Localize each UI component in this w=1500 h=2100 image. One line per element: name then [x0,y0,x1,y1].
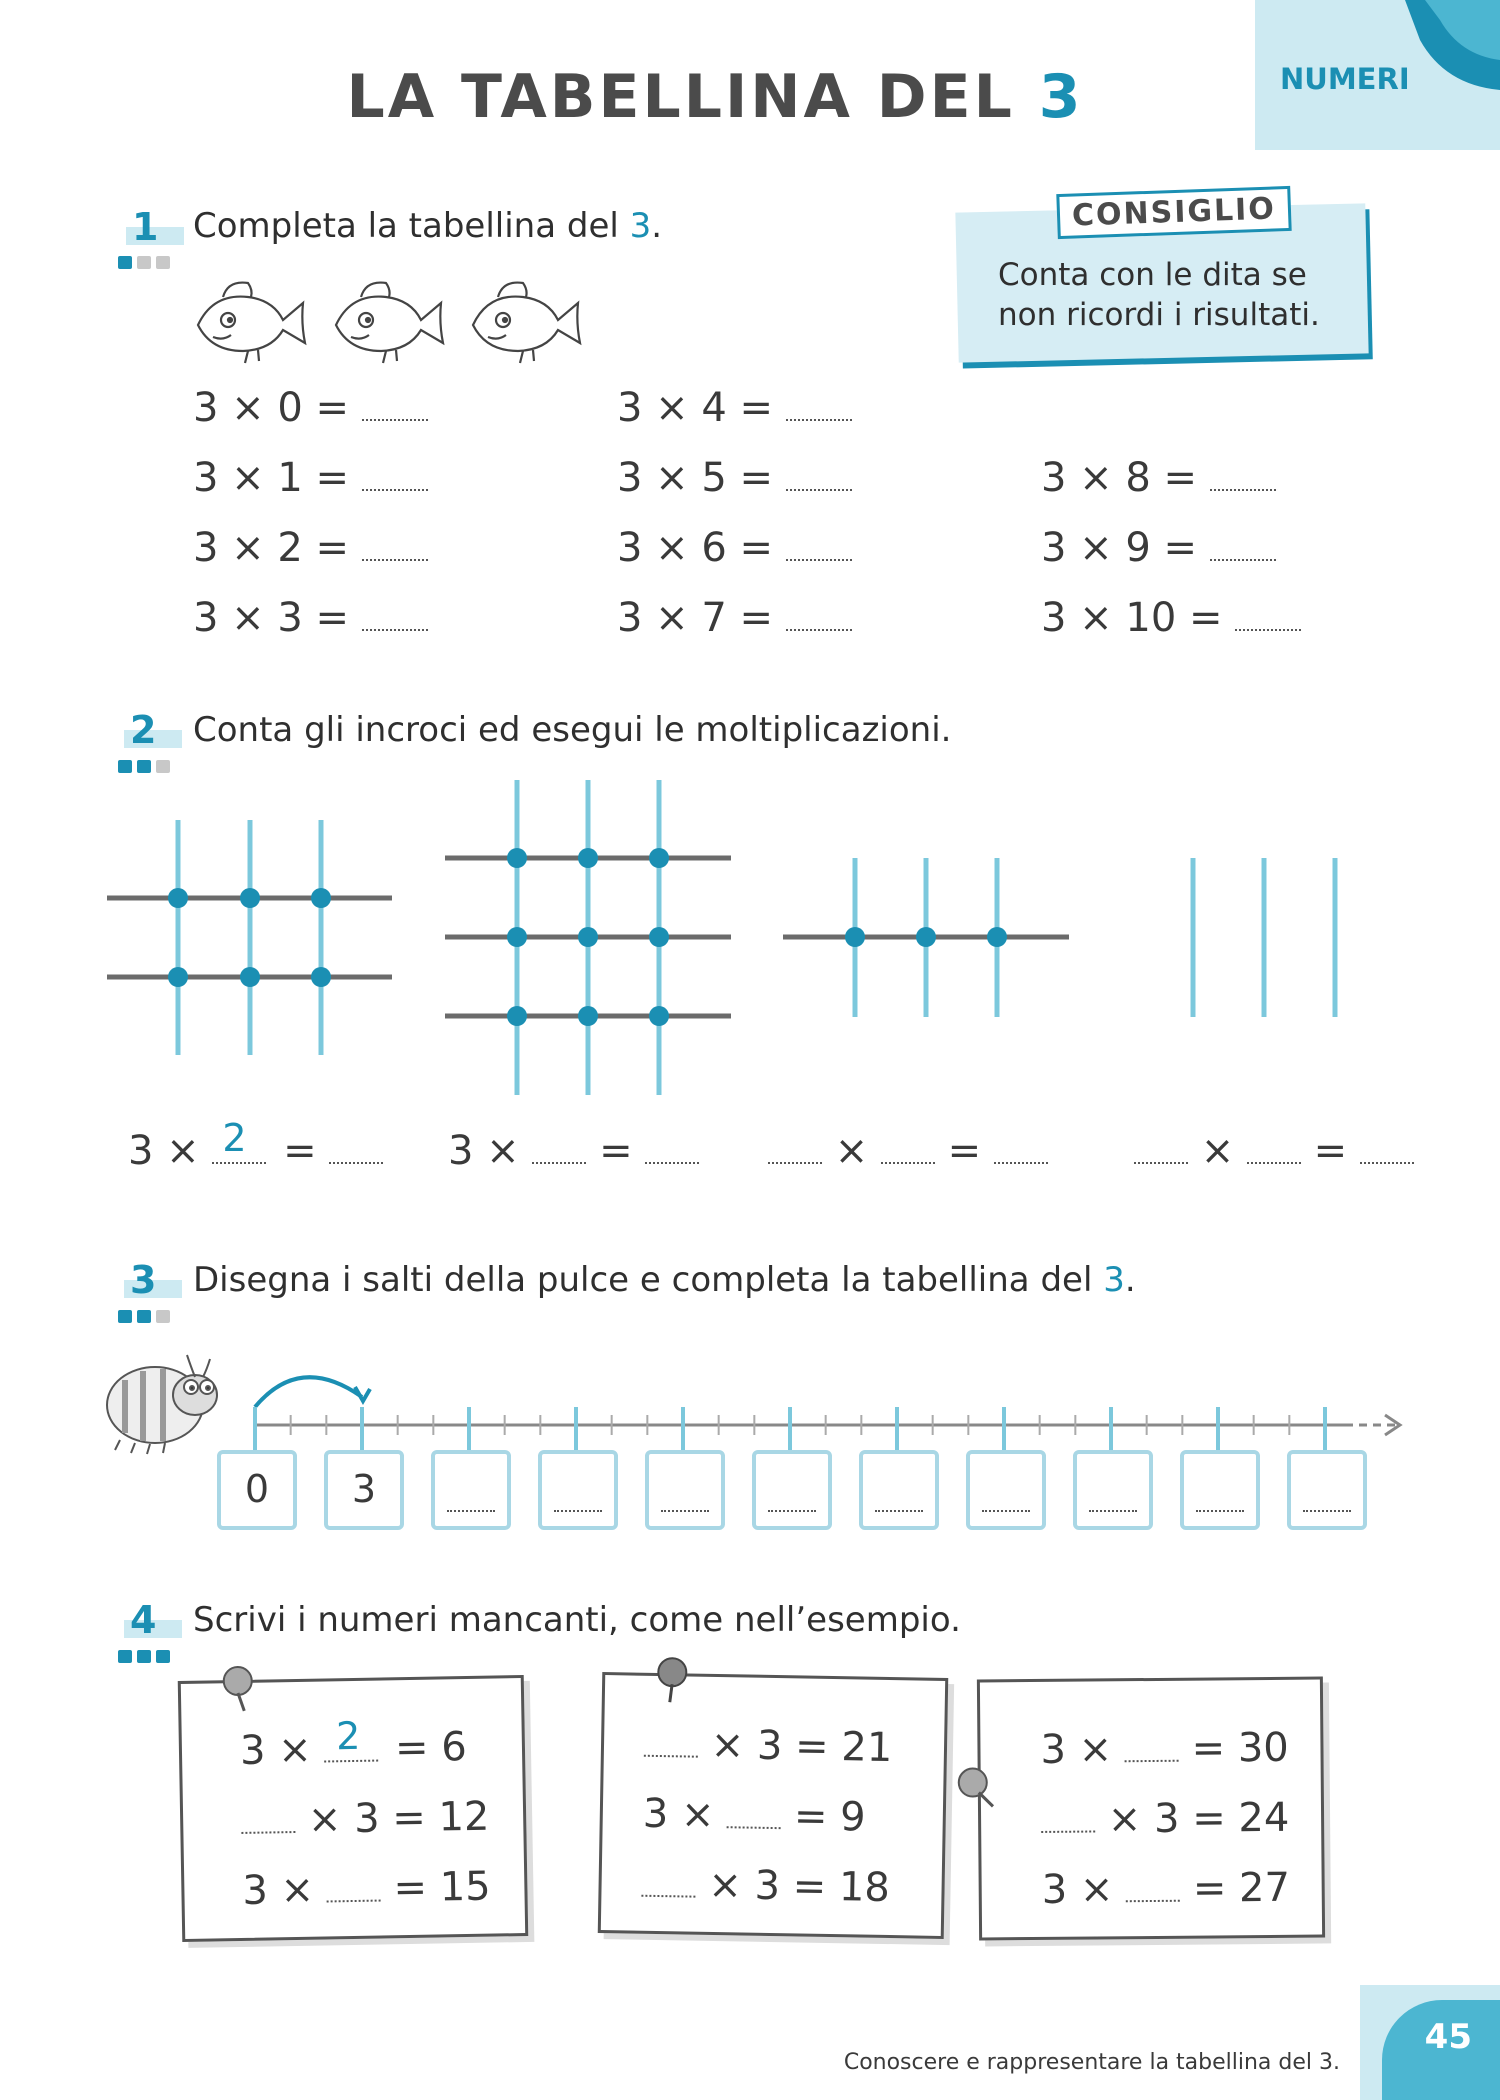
tip-label: CONSIGLIO [1056,186,1291,239]
grid-equation-2: 3 × = [448,1128,699,1174]
pushpin-icon [650,1654,701,1705]
example-answer: 2 [222,1116,247,1160]
grid-2 [445,780,731,1095]
answer-blank[interactable] [362,419,428,421]
answer-blank[interactable] [768,1510,816,1512]
answer-blank[interactable] [447,1510,495,1512]
answer-blank[interactable] [641,1895,695,1898]
footer-caption: Conoscere e rappresentare la tabellina del 3. [843,2050,1340,2075]
grid-equation-4: × = [1134,1128,1414,1174]
answer-blank[interactable] [1134,1162,1188,1164]
equation: 3 × 0 = [193,385,428,431]
fish-icon [198,283,305,363]
answer-blank[interactable] [1360,1162,1414,1164]
grid-3 [783,858,1069,1017]
answer-blank[interactable] [362,489,428,491]
number-box: 0 [217,1450,297,1530]
equation: 3 × 2 = [193,525,428,571]
section-tab-label: NUMERI [1280,62,1410,96]
equation: 3 × 8 = [1041,455,1276,501]
number-box[interactable] [431,1450,511,1530]
equation: 3 × 1 = [193,455,428,501]
answer-blank[interactable] [786,419,852,421]
flea-icon [107,1355,217,1454]
exercise-2-instruction: Conta gli incroci ed esegui le moltiplicazioni. [193,710,952,750]
number-box[interactable] [1180,1450,1260,1530]
exercise-1-number: 1 [132,205,158,249]
answer-blank[interactable] [727,1826,781,1829]
answer-blank[interactable] [532,1162,586,1164]
grid-equation-1: 3 × 2 = [128,1128,383,1174]
exercise-3-instruction: Disegna i salti della pulce e completa la tabellina del 3. [193,1260,1136,1300]
grid-1 [107,820,392,1055]
answer-blank[interactable] [644,1755,698,1758]
answer-blank[interactable] [362,559,428,561]
answer-blank[interactable] [786,629,852,631]
number-box[interactable] [645,1450,725,1530]
equation: 3 × 5 = [617,455,852,501]
grid-4 [1193,858,1335,1017]
equation: 3 × 6 = [617,525,852,571]
answer-blank[interactable] [994,1162,1048,1164]
answer-blank[interactable] [1303,1510,1351,1512]
answer-blank[interactable] [554,1510,602,1512]
note-card-1: 3 × 2 = 6 × 3 = 12 3 × = 15 [178,1675,529,1942]
page-number: 45 [1360,1985,1500,2100]
answer-blank[interactable] [875,1510,923,1512]
number-box[interactable] [752,1450,832,1530]
answer-blank[interactable] [362,629,428,631]
answer-blank[interactable] [768,1162,822,1164]
section-tab [1255,0,1500,150]
tip-text: Conta con le dita se non ricordi i risultati. [998,257,1320,333]
pushpin-icon [215,1663,266,1714]
number-box[interactable] [859,1450,939,1530]
answer-blank[interactable] [329,1162,383,1164]
fish-icon [336,283,443,363]
answer-blank[interactable] [1210,489,1276,491]
equation: 3 × 4 = [617,385,852,431]
exercise-4-instruction: Scrivi i numeri mancanti, come nell’esempio. [193,1600,961,1640]
answer-blank[interactable] [786,559,852,561]
note-card-2: × 3 = 21 3 × = 9 × 3 = 18 [598,1672,949,1939]
fish-icon [473,283,580,363]
grid-equation-3: × = [768,1128,1048,1174]
answer-blank[interactable] [241,1831,295,1834]
crossing-grids [0,770,1500,1110]
number-line [95,1345,1415,1455]
exercise-4-number: 4 [130,1598,156,1642]
answer-blank[interactable] [1210,559,1276,561]
exercise-1-instruction: Completa la tabellina del 3. [193,206,663,246]
equation: 3 × 9 = [1041,525,1276,571]
number-box[interactable] [1073,1450,1153,1530]
exercise-2-number: 2 [130,708,156,752]
answer-blank[interactable] [982,1510,1030,1512]
equation: 3 × 10 = [1041,595,1301,641]
answer-blank[interactable] [1089,1510,1137,1512]
answer-blank[interactable] [1126,1900,1180,1902]
answer-blank[interactable] [327,1900,381,1903]
answer-blank[interactable] [1196,1510,1244,1512]
equation: 3 × 7 = [617,595,852,641]
page-title: LA TABELLINA DEL 3 [346,62,1084,132]
exercise-3-number: 3 [130,1258,156,1302]
pushpin-icon [951,1762,1001,1812]
answer-blank[interactable] [1041,1830,1095,1832]
answer-blank[interactable] [881,1162,935,1164]
number-box: 3 [324,1450,404,1530]
number-box[interactable] [966,1450,1046,1530]
answer-blank[interactable] [1125,1760,1179,1762]
answer-blank[interactable] [645,1162,699,1164]
number-box[interactable] [538,1450,618,1530]
example-answer: 2 [335,1713,361,1759]
number-box[interactable] [1287,1450,1367,1530]
note-card-3: 3 × = 30 × 3 = 24 3 × = 27 [977,1676,1325,1940]
fish-illustrations [193,275,583,365]
answer-blank[interactable] [1247,1162,1301,1164]
equation: 3 × 3 = [193,595,428,641]
answer-blank[interactable] [1235,629,1301,631]
answer-blank[interactable] [661,1510,709,1512]
answer-blank[interactable] [786,489,852,491]
